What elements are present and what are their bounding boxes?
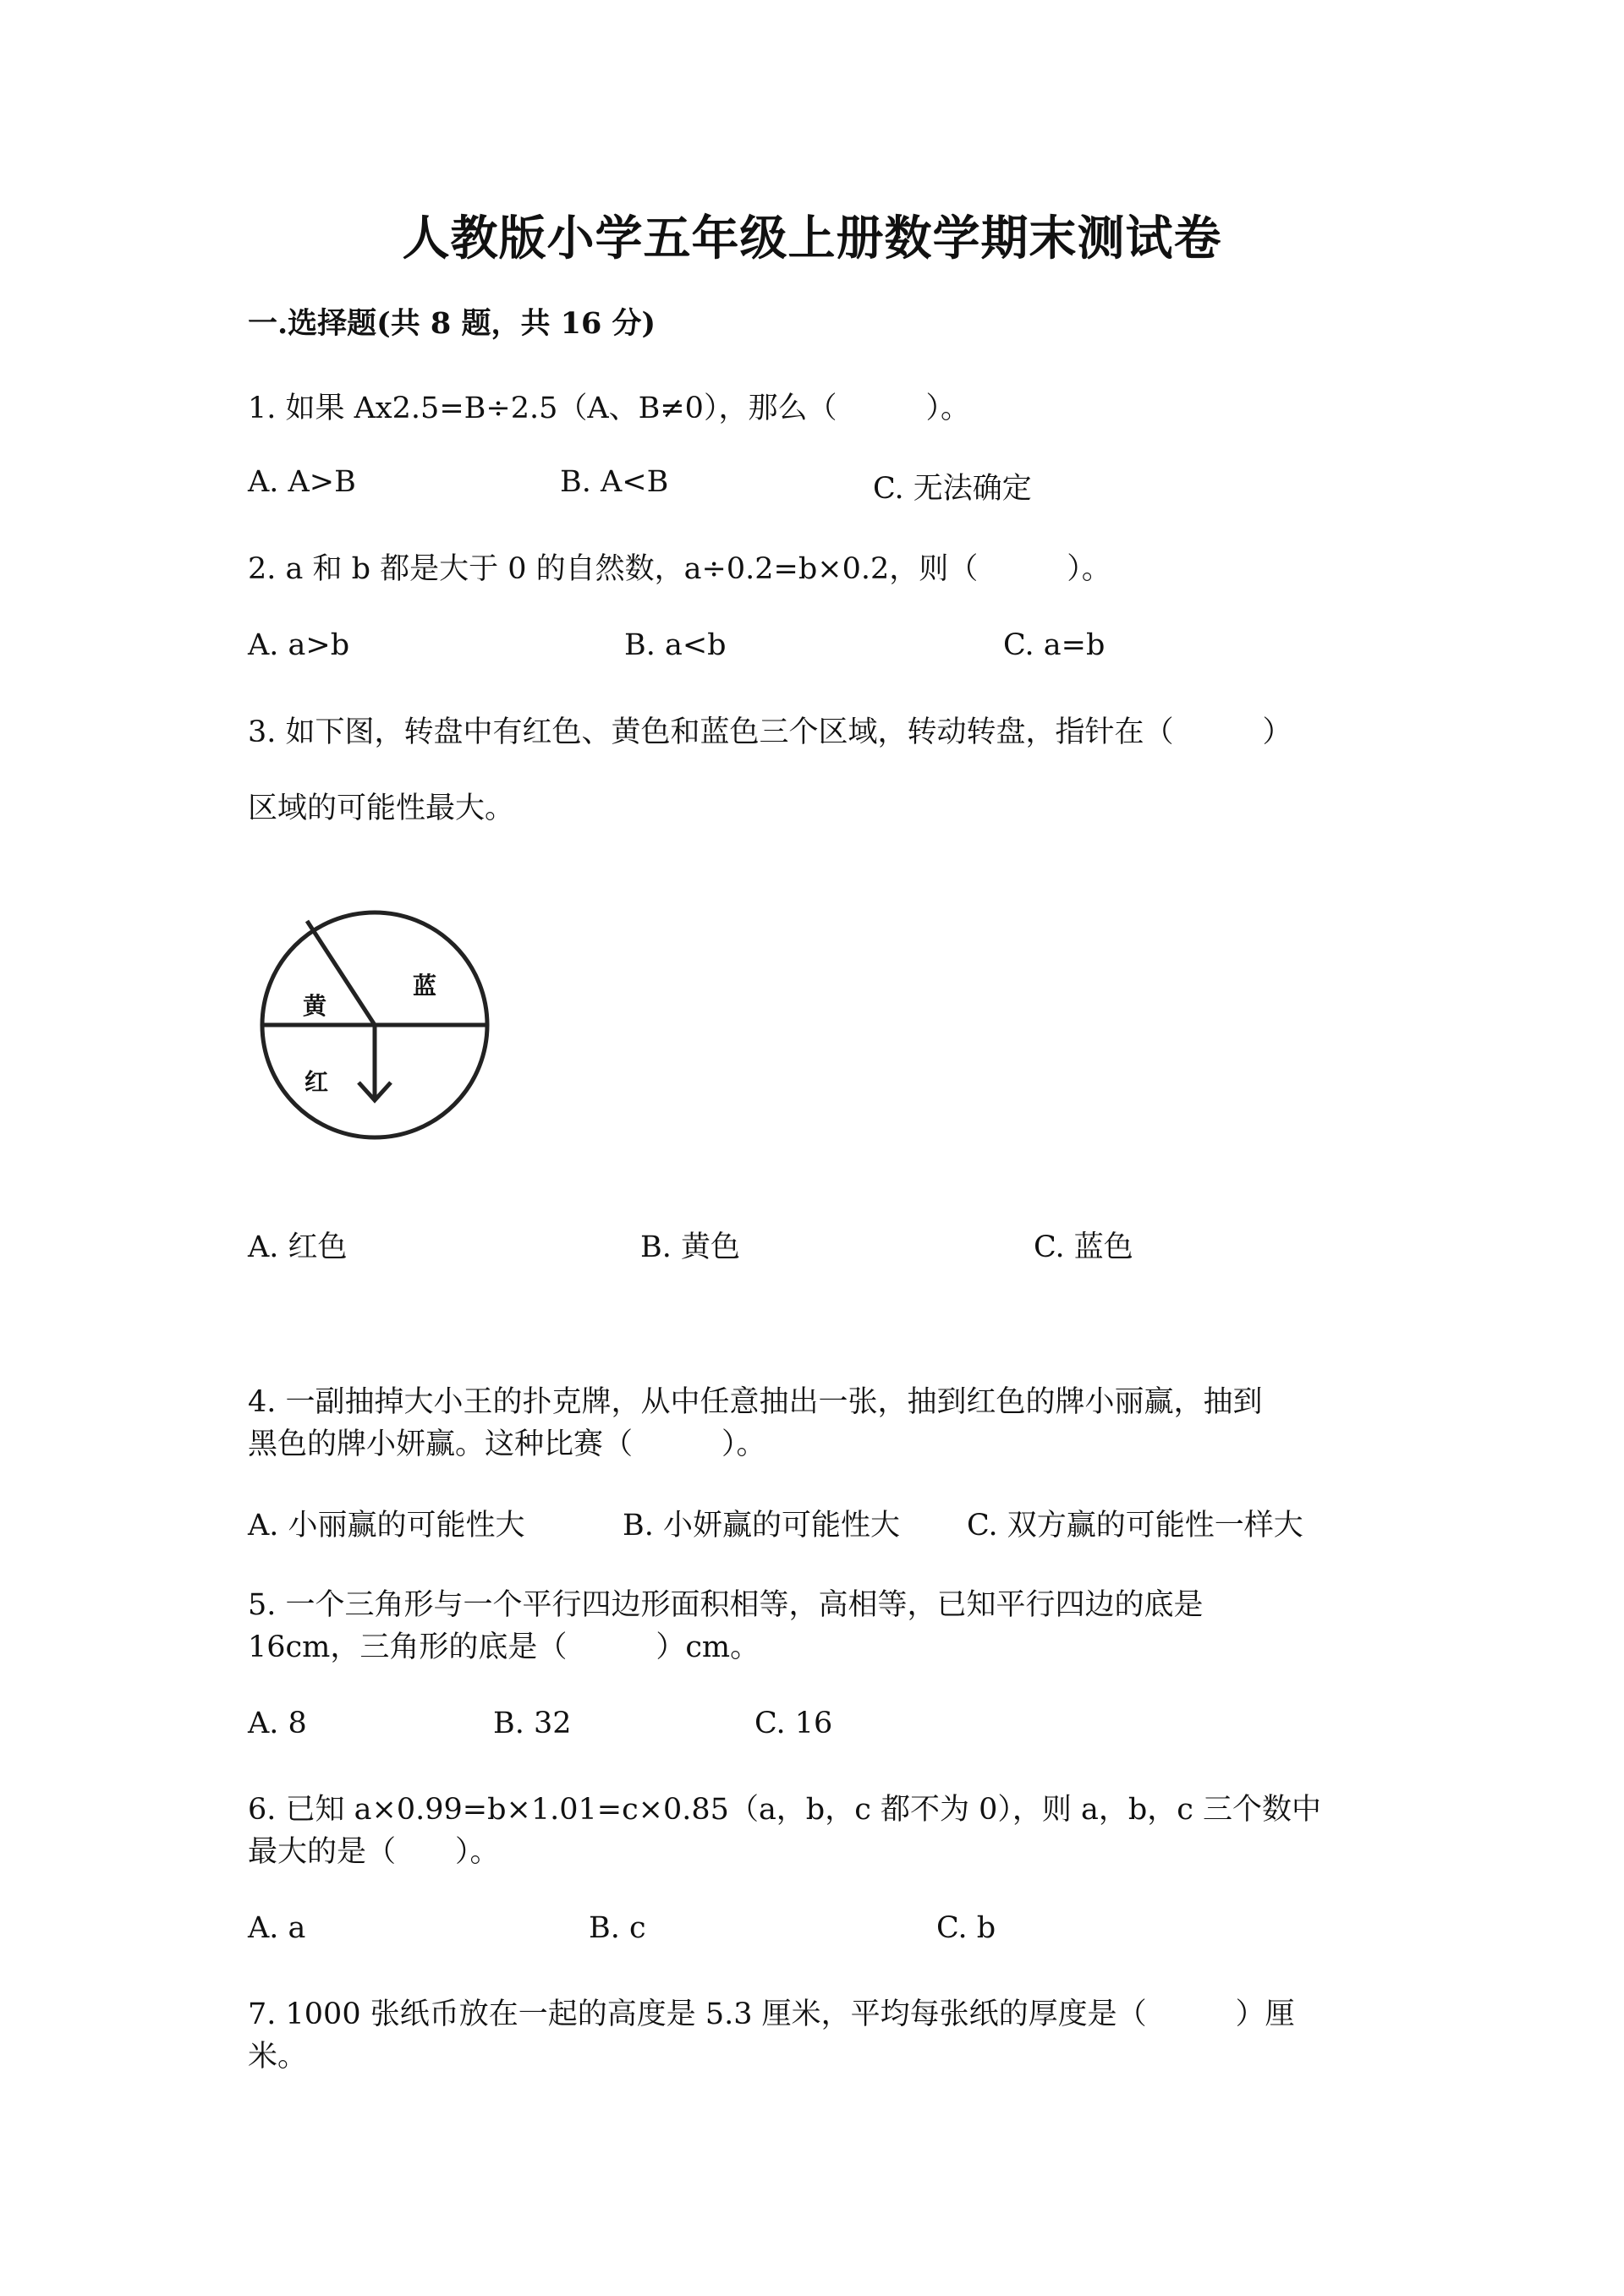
spinner-label-yellow: 黄 xyxy=(303,992,327,1020)
question-6-option-c: C. b xyxy=(936,1911,996,1945)
question-7-text-line-2: 米。 xyxy=(248,2040,308,2074)
question-1-option-b: B. A<B xyxy=(560,465,669,499)
question-4-text-line-2: 黑色的牌小妍赢。这种比赛（ ）。 xyxy=(248,1427,766,1461)
question-3-option-c: C. 蓝色 xyxy=(1034,1230,1133,1264)
spinner-label-blue: 蓝 xyxy=(413,972,437,1000)
question-4-option-c: C. 双方赢的可能性一样大 xyxy=(967,1509,1303,1543)
page-title: 人教版小学五年级上册数学期末测试卷 xyxy=(402,211,1222,266)
question-4-option-a: A. 小丽赢的可能性大 xyxy=(248,1509,525,1543)
question-3-option-b: B. 黄色 xyxy=(640,1230,740,1264)
question-2-text: 2. a 和 b 都是大于 0 的自然数，a÷0.2=b×0.2，则（ ）。 xyxy=(248,552,1111,586)
question-6-option-a: A. a xyxy=(248,1911,306,1945)
question-1-option-a: A. A>B xyxy=(248,465,356,499)
question-2-option-a: A. a>b xyxy=(248,628,350,662)
question-4-option-b: B. 小妍赢的可能性大 xyxy=(623,1509,900,1543)
question-2-option-c: C. a=b xyxy=(1003,628,1106,662)
question-1-text: 1. 如果 Ax2.5=B÷2.5（A、B≠0），那么（ ）。 xyxy=(248,392,970,425)
spinner-figure xyxy=(254,909,499,1146)
question-7-text-line-1: 7. 1000 张纸币放在一起的高度是 5.3 厘米，平均每张纸的厚度是（ ）厘 xyxy=(248,1997,1295,2031)
spinner-label-red: 红 xyxy=(304,1068,329,1096)
question-5-option-b: B. 32 xyxy=(493,1707,572,1740)
question-6-text-line-1: 6. 已知 a×0.99=b×1.01=c×0.85（a，b，c 都不为 0），则 a，b，c 三个数中 xyxy=(248,1793,1321,1827)
question-6-text-line-2: 最大的是（ ）。 xyxy=(248,1835,500,1869)
question-3-option-a: A. 红色 xyxy=(248,1230,348,1264)
question-3-text-line-1: 3. 如下图，转盘中有红色、黄色和蓝色三个区域，转动转盘，指针在（ ） xyxy=(248,715,1292,749)
question-5-text-line-1: 5. 一个三角形与一个平行四边形面积相等，高相等，已知平行四边的底是 xyxy=(248,1588,1204,1622)
section-heading: 一.选择题(共 8 题，共 16 分) xyxy=(248,306,656,341)
question-6-option-b: B. c xyxy=(589,1911,646,1945)
question-1-option-c: C. 无法确定 xyxy=(873,472,1032,506)
question-4-text-line-1: 4. 一副抽掉大小王的扑克牌，从中任意抽出一张，抽到红色的牌小丽赢，抽到 xyxy=(248,1385,1263,1419)
question-5-text-line-2: 16cm，三角形的底是（ ）cm。 xyxy=(248,1630,760,1664)
question-3-text-line-2: 区域的可能性最大。 xyxy=(248,792,515,825)
question-2-option-b: B. a<b xyxy=(624,628,727,662)
question-5-option-a: A. 8 xyxy=(248,1707,307,1740)
question-5-option-c: C. 16 xyxy=(754,1707,833,1740)
